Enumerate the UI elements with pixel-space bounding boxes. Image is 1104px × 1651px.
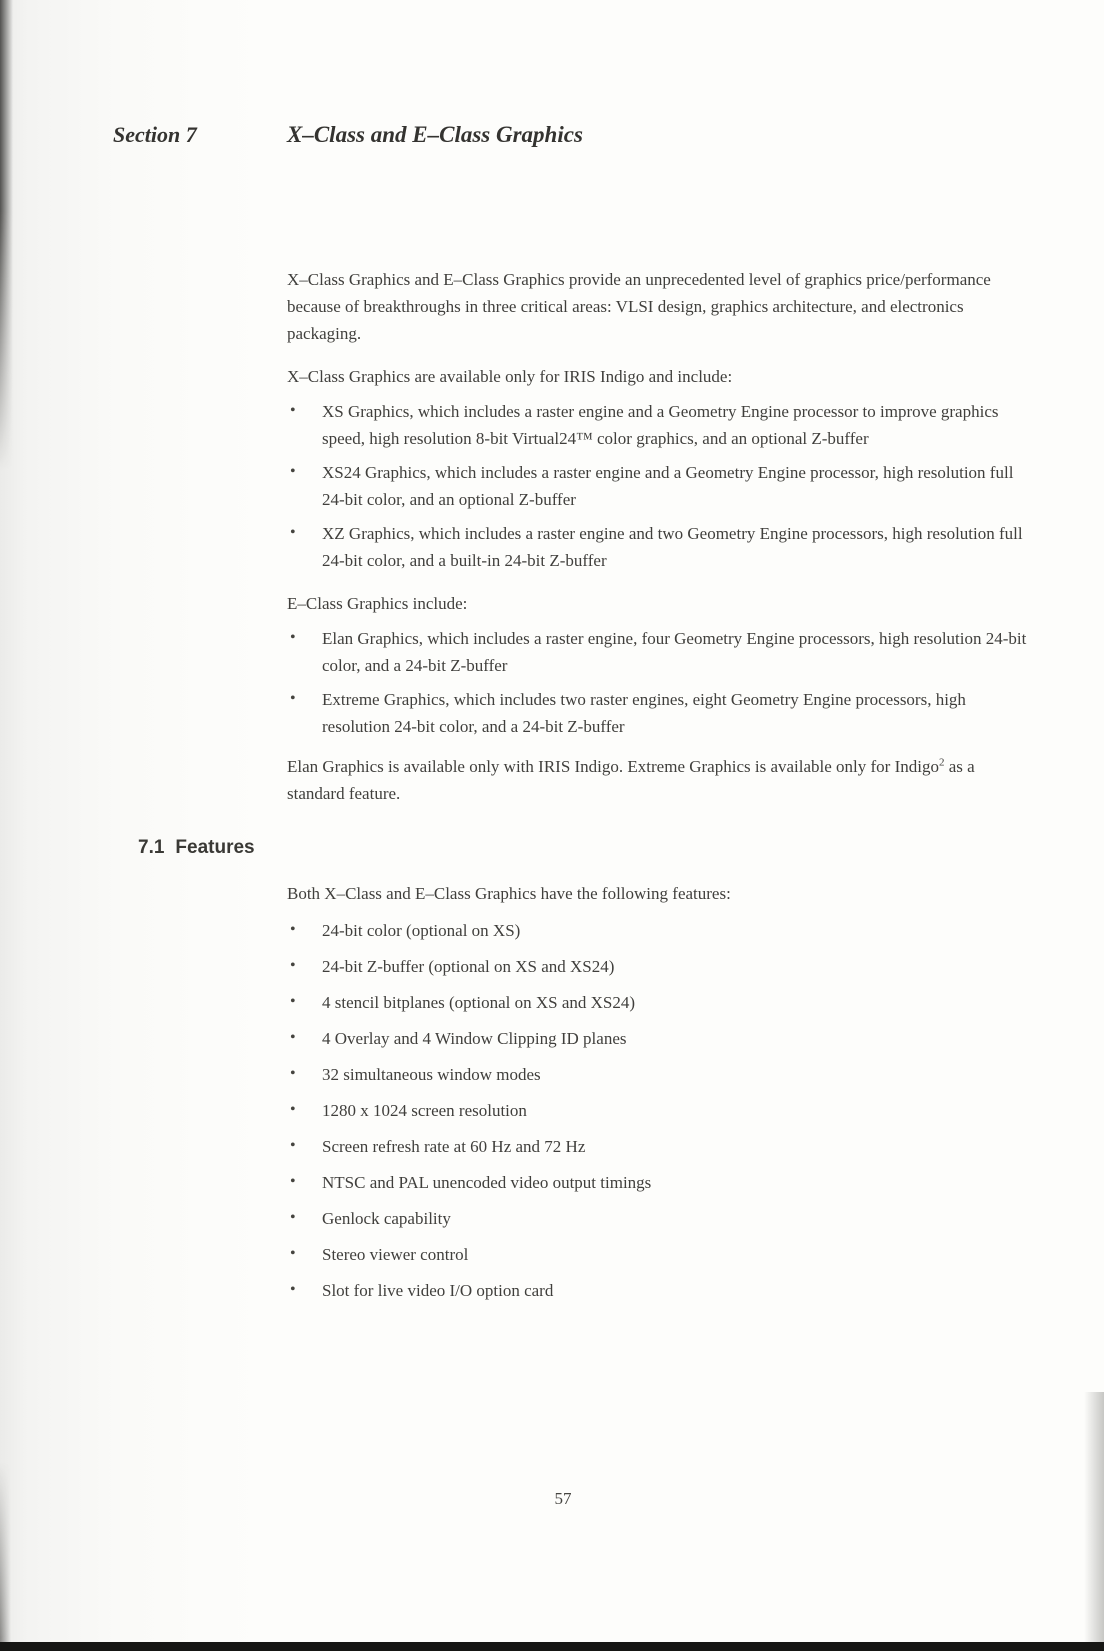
- bullet-dot-icon: •: [290, 921, 296, 938]
- availability-paragraph: [287, 753, 1032, 807]
- bullet-text: Slot for live video I/O option card: [322, 1281, 554, 1300]
- bullet-dot-icon: •: [290, 524, 296, 541]
- bullet-text: Stereo viewer control: [322, 1245, 469, 1264]
- section-title: X–Class and E–Class Graphics: [287, 122, 583, 147]
- bullet-text: Screen refresh rate at 60 Hz and 72 Hz: [322, 1137, 586, 1156]
- bullet-dot-icon: •: [290, 463, 296, 480]
- bullet-text: 4 Overlay and 4 Window Clipping ID planes: [322, 1029, 627, 1048]
- list-item: [287, 1133, 1032, 1160]
- superscript-2: 2: [938, 756, 945, 769]
- bullet-text: 24-bit color (optional on XS): [322, 921, 521, 940]
- features-heading-number: 7.1: [138, 837, 165, 858]
- list-item: [287, 917, 1032, 944]
- bullet-text: 1280 x 1024 screen resolution: [322, 1101, 527, 1120]
- list-item: [287, 1241, 1032, 1268]
- eclass-lead-paragraph: E–Class Graphics include:: [287, 594, 468, 613]
- intro-paragraph: X–Class Graphics and E–Class Graphics provide an unprecedented level of graphics price/performance because of breakthroughs in three critical areas: VLSI design, graphics architecture, and electronics packaging.: [287, 270, 991, 343]
- bullet-dot-icon: •: [290, 402, 296, 419]
- bullet-dot-icon: •: [290, 690, 296, 707]
- bullet-dot-icon: •: [290, 957, 296, 974]
- list-item: [287, 1097, 1032, 1124]
- scan-edge-right-bottom: [1084, 1392, 1104, 1642]
- availability-text: as a standard feature.: [287, 757, 975, 803]
- bullet-text: XZ Graphics, which includes a raster engine and two Geometry Engine processors, high resolution full 24-bit color, and a built-in 24-bit Z-buffer: [322, 524, 1023, 570]
- bullet-text: NTSC and PAL unencoded video output timings: [322, 1173, 652, 1192]
- list-item: [287, 625, 1032, 679]
- bullet-dot-icon: •: [290, 1137, 296, 1154]
- bullet-text: XS Graphics, which includes a raster engine and a Geometry Engine processor to improve graphics speed, high resolution 8-bit Virtual24™ color graphics, and an optional Z-buffer: [322, 402, 999, 448]
- scan-edge-left-top: [0, 0, 13, 470]
- bullet-text: 24-bit Z-buffer (optional on XS and XS24): [322, 957, 615, 976]
- xclass-bullet-list: [287, 398, 1032, 574]
- bullet-dot-icon: •: [290, 1101, 296, 1118]
- section-label: Section 7: [113, 122, 197, 147]
- bullet-dot-icon: •: [290, 1029, 296, 1046]
- body-content: [287, 266, 1032, 807]
- eclass-bullet-list: [287, 625, 1032, 740]
- bullet-dot-icon: •: [290, 1245, 296, 1262]
- list-item: [287, 989, 1032, 1016]
- page-number: 57: [554, 1489, 572, 1508]
- list-item: [287, 1277, 1032, 1304]
- features-bullet-list: [287, 917, 1032, 1304]
- scan-edge-left-bottom: [0, 1462, 11, 1642]
- list-item: [287, 1205, 1032, 1232]
- bullet-text: Extreme Graphics, which includes two raster engines, eight Geometry Engine processors, high resolution 24-bit color, and a 24-bit Z-buffer: [322, 690, 966, 736]
- list-item: [287, 686, 1032, 740]
- scan-edge-bottom-bar: [0, 1642, 1104, 1651]
- features-section: [0, 837, 1104, 1304]
- list-item: [287, 1061, 1032, 1088]
- bullet-dot-icon: •: [290, 993, 296, 1010]
- bullet-dot-icon: •: [290, 629, 296, 646]
- list-item: [287, 1169, 1032, 1196]
- xclass-lead-paragraph: X–Class Graphics are available only for IRIS Indigo and include:: [287, 367, 733, 386]
- features-heading: [138, 837, 1104, 859]
- bullet-text: XS24 Graphics, which includes a raster engine and a Geometry Engine processor, high resolution full 24-bit color, and an optional Z-buffer: [322, 463, 1014, 509]
- list-item: [287, 953, 1032, 980]
- section-header: [0, 0, 1104, 148]
- bullet-text: 32 simultaneous window modes: [322, 1065, 541, 1084]
- availability-text: Elan Graphics is available only with IRIS Indigo. Extreme Graphics is available only for Indigo: [287, 757, 939, 776]
- bullet-text: 4 stencil bitplanes (optional on XS and XS24): [322, 993, 636, 1012]
- features-content: [287, 880, 1032, 1304]
- bullet-text: Genlock capability: [322, 1209, 451, 1228]
- bullet-dot-icon: •: [290, 1281, 296, 1298]
- list-item: [287, 1025, 1032, 1052]
- bullet-dot-icon: •: [290, 1209, 296, 1226]
- bullet-dot-icon: •: [290, 1173, 296, 1190]
- list-item: [287, 459, 1032, 513]
- list-item: [287, 520, 1032, 574]
- bullet-dot-icon: •: [290, 1065, 296, 1082]
- bullet-text: Elan Graphics, which includes a raster engine, four Geometry Engine processors, high resolution 24-bit color, and a 24-bit Z-buffer: [322, 629, 1027, 675]
- features-lead-paragraph: Both X–Class and E–Class Graphics have the following features:: [287, 884, 731, 903]
- features-heading-label: Features: [175, 837, 255, 858]
- list-item: [287, 398, 1032, 452]
